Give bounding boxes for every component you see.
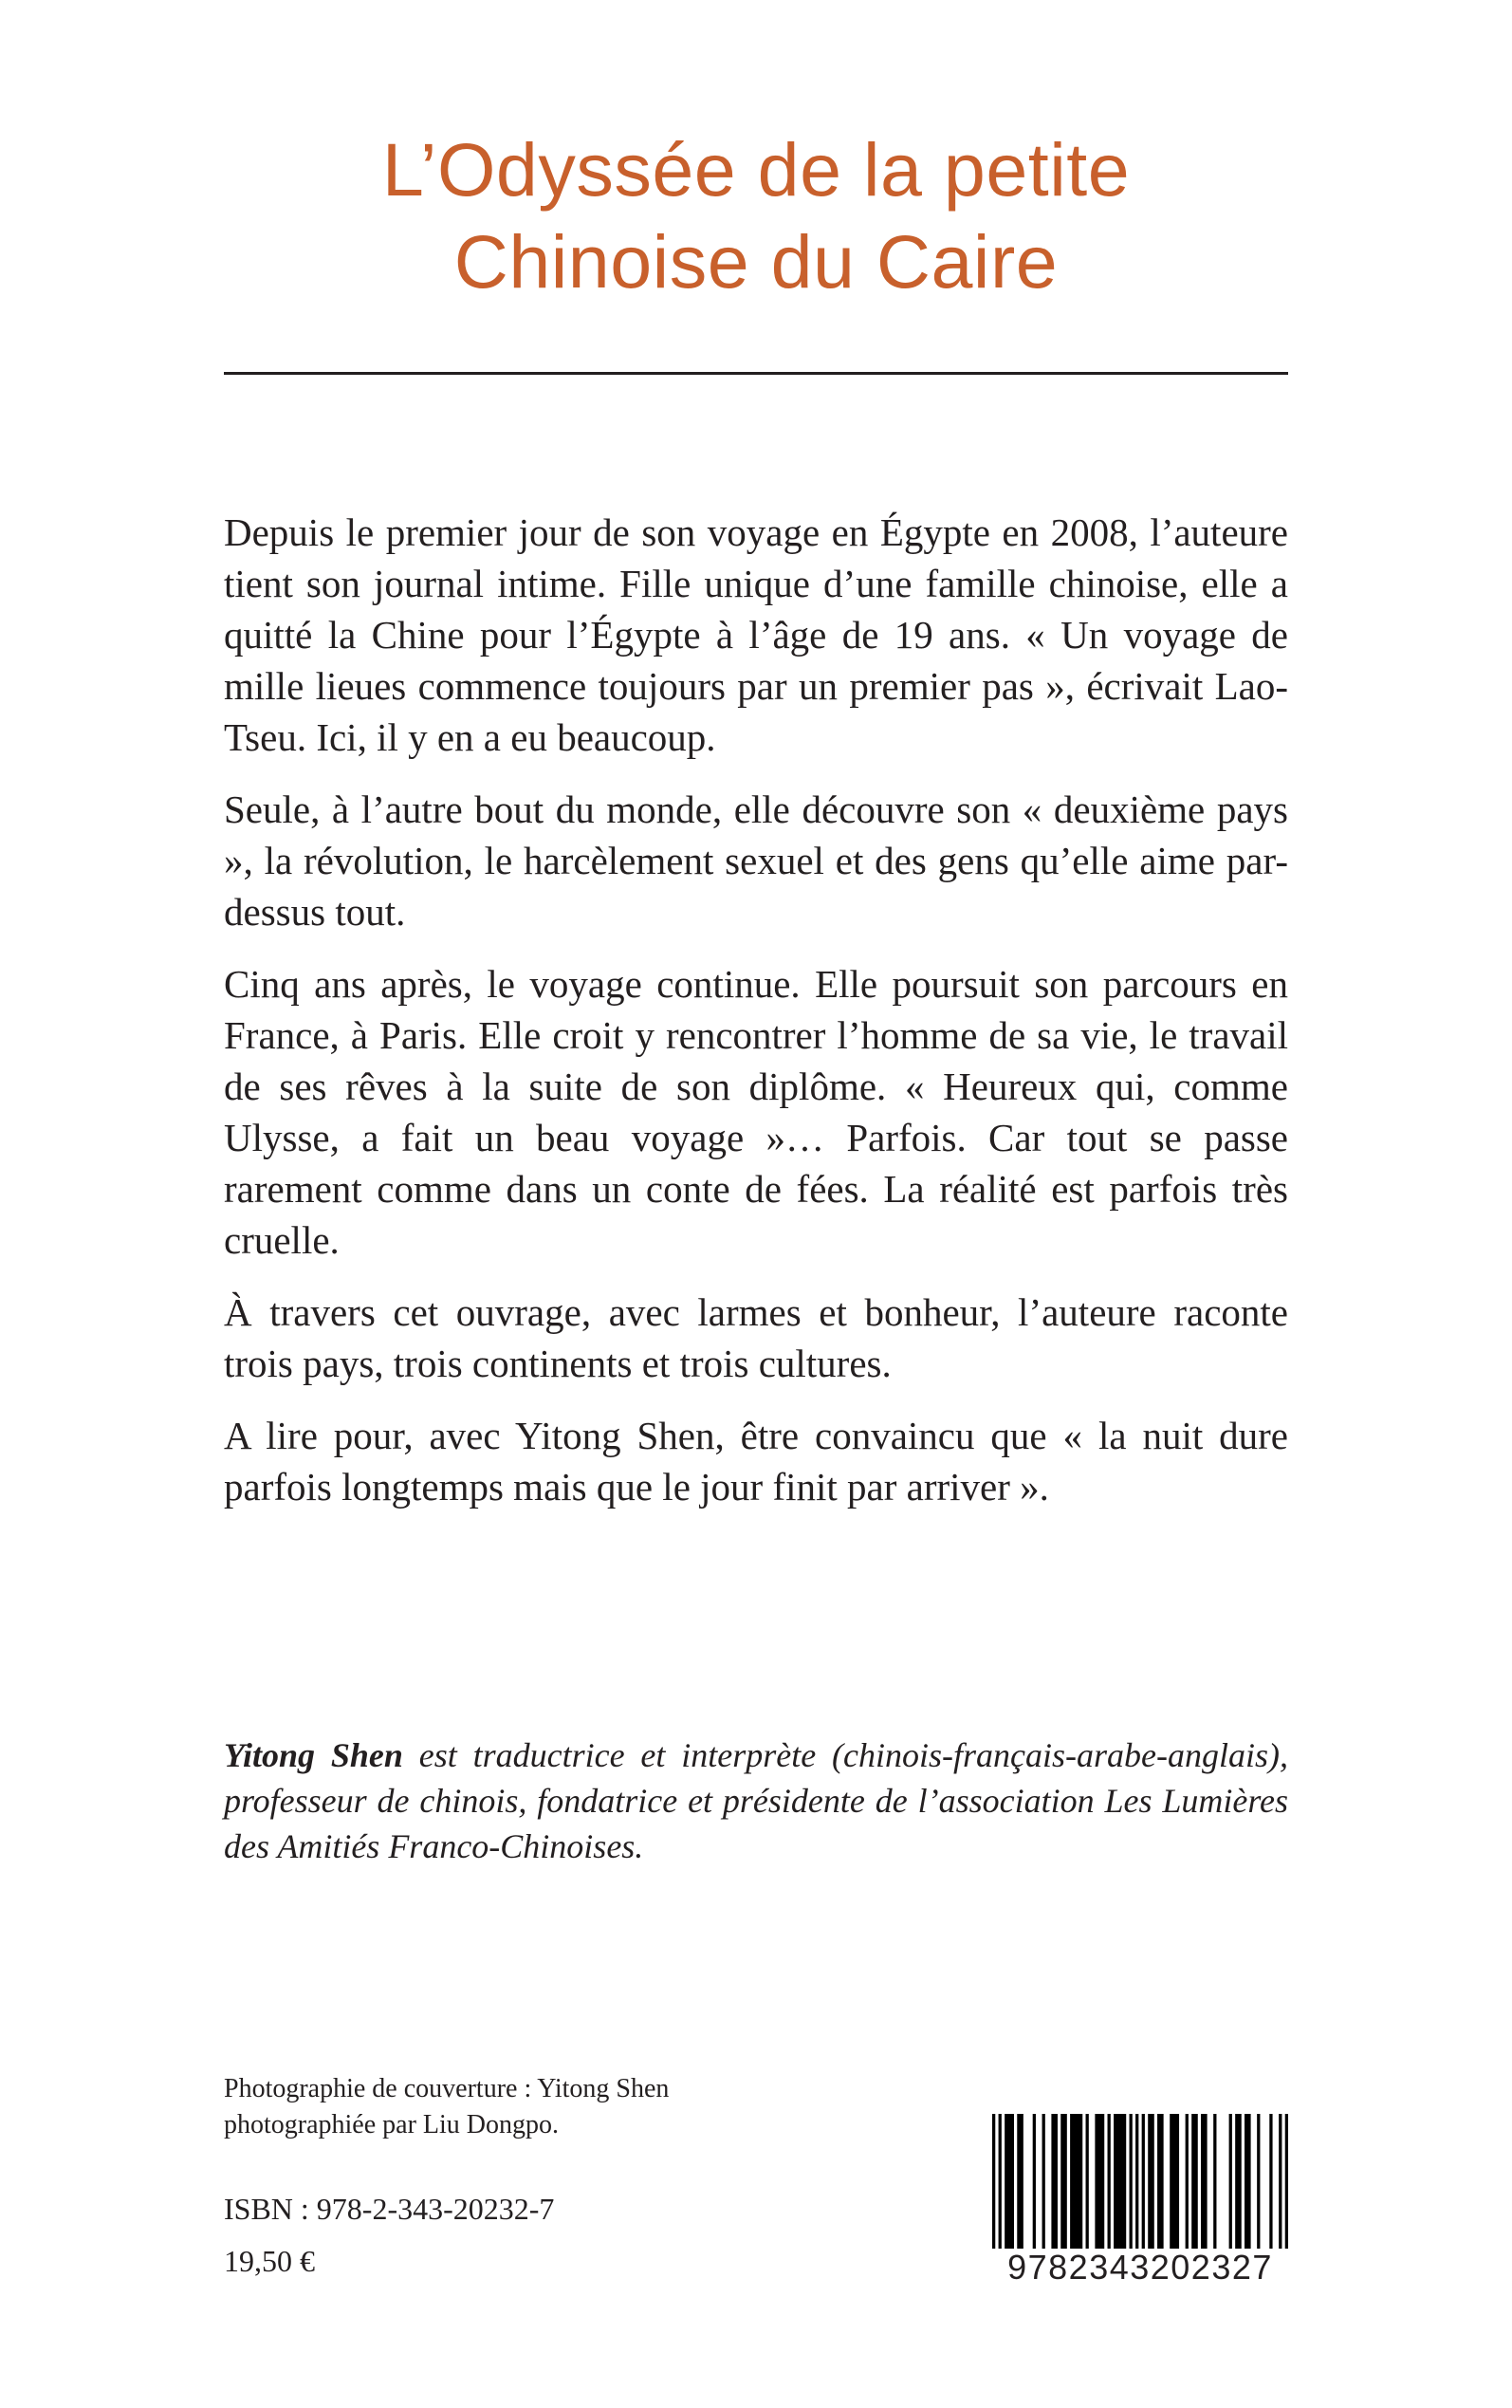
title-line-2: Chinoise du Caire (453, 219, 1059, 304)
isbn: ISBN : 978-2-343-20232-7 (224, 2192, 555, 2226)
book-description (224, 507, 1288, 1533)
credits-line-2: photographiée par Liu Dongpo. (224, 2110, 560, 2139)
title-line-1: L’Odyssée de la petite (381, 127, 1131, 212)
title-divider (224, 372, 1288, 375)
book-title (224, 123, 1288, 307)
price: 19,50 € (224, 2244, 315, 2278)
credits-line-1: Photographie de couverture : Yitong Shen (224, 2074, 670, 2103)
author-bio (224, 1732, 1288, 1869)
description-paragraph: Seule, à l’autre bout du monde, elle découvre son « deuxième pays », la révolution, le harcèlement sexuel et des gens qu’elle aime par-dessus tout. (224, 787, 1288, 934)
barcode-digits: 9782343202327 (992, 2249, 1288, 2287)
description-paragraph: À travers cet ouvrage, avec larmes et bonheur, l’auteure raconte trois pays, trois continents et trois cultures. (224, 1290, 1288, 1385)
description-paragraph: Depuis le premier jour de son voyage en Égypte en 2008, l’auteure tient son journal intime. Fille unique d’une famille chinoise, elle a quitté la Chine pour l’Égypte à l’âge de 19 ans. « Un voyage de mille lieues commence toujours par un premier pas », écrivait Lao-Tseu. Ici, il y en a eu beaucoup. (224, 510, 1288, 759)
author-name: Yitong Shen (224, 1736, 403, 1774)
photo-credits (224, 2071, 831, 2143)
description-paragraph: A lire pour, avec Yitong Shen, être convaincu que « la nuit dure parfois longtemps mais que le jour finit par arriver ». (224, 1414, 1288, 1509)
description-paragraph: Cinq ans après, le voyage continue. Elle poursuit son parcours en France, à Paris. Elle croit y rencontrer l’homme de sa vie, le travail de ses rêves à la suite de son diplôme. « Heureux qui, comme Ulysse, a fait un beau voyage »… Parfois. Car tout se passe rarement comme dans un conte de fées. La réalité est parfois très cruelle. (224, 962, 1288, 1262)
author-bio-text: est traductrice et interprète (chinois-français-arabe-anglais), professeur de chinois, fondatrice et présidente de l’association Les Lumières des Amitiés Franco-Chinoises. (224, 1736, 1288, 1865)
